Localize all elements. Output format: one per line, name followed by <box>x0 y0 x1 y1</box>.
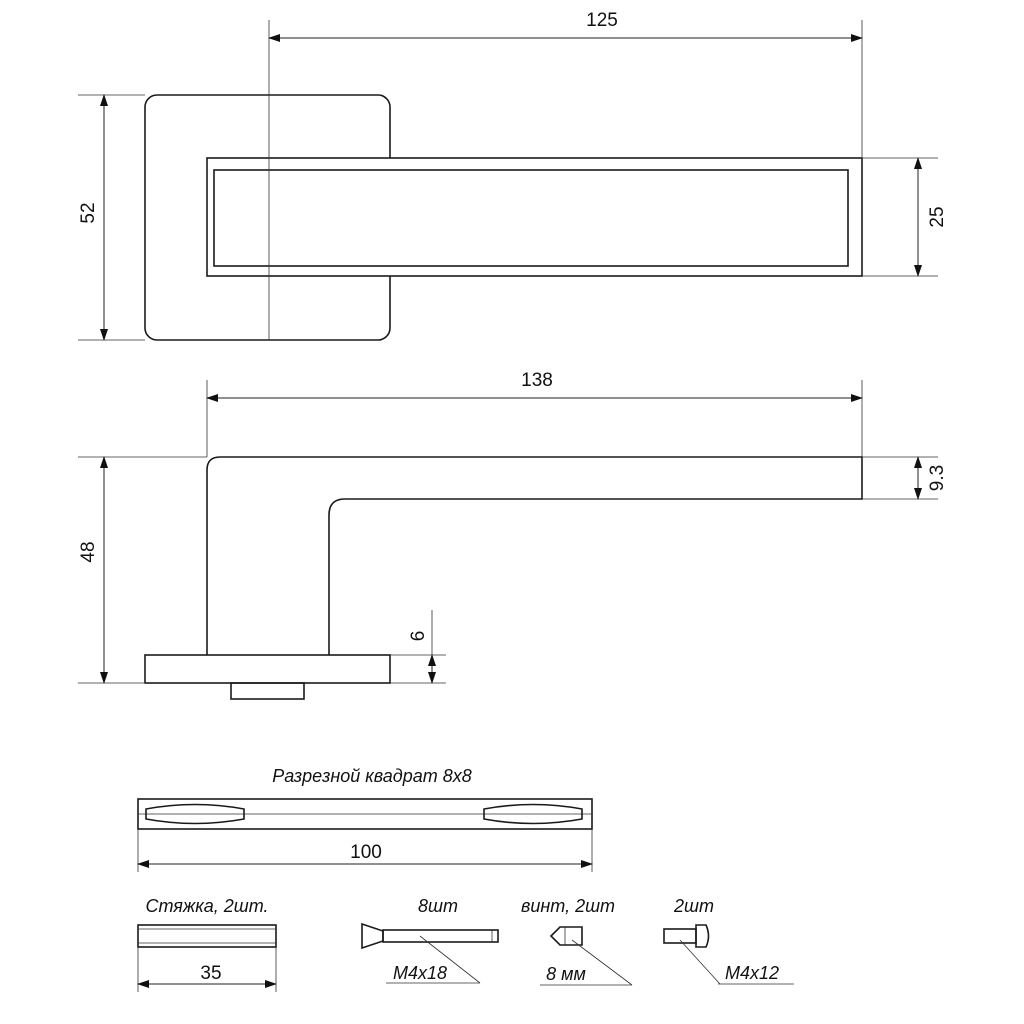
spindle-label: Разрезной квадрат 8x8 <box>272 766 472 786</box>
lever-profile <box>207 457 862 655</box>
dim-label-35: 35 <box>200 963 222 984</box>
dim-label-100: 100 <box>350 842 382 863</box>
set-screw-body <box>551 927 582 945</box>
top-view <box>78 10 948 340</box>
dim-label-6: 6 <box>408 630 429 642</box>
long-screw-shank <box>383 930 498 942</box>
rose-side <box>145 655 390 683</box>
short-screw-qty: 2шт <box>674 896 714 916</box>
long-screw-size: M4x18 <box>392 963 448 983</box>
set-screw-part <box>521 896 632 985</box>
dim-label-125: 125 <box>586 10 618 31</box>
tie-rod-part <box>138 896 276 992</box>
long-screw-part <box>362 896 498 983</box>
dim-label-48: 48 <box>78 541 99 563</box>
tie-rod-bar <box>138 925 276 947</box>
dim-label-25: 25 <box>927 206 948 228</box>
long-screw-qty: 8шт <box>418 896 458 916</box>
short-screw-head <box>696 925 709 947</box>
short-screw-size: M4x12 <box>724 963 780 983</box>
spindle-part <box>138 766 592 872</box>
long-screw-head <box>362 924 383 948</box>
set-screw-size: 8 мм <box>546 964 586 984</box>
lever-grip-outer <box>207 158 862 276</box>
short-screw-shank <box>664 929 696 943</box>
tie-rod-label: Стяжка, 2шт. <box>145 896 269 916</box>
short-screw-part <box>664 896 794 984</box>
set-screw-qty: винт, 2шт <box>520 896 616 916</box>
side-view <box>78 370 948 699</box>
dim-label-52: 52 <box>78 202 99 224</box>
spindle-stub <box>231 683 304 699</box>
dim-label-138: 138 <box>521 370 553 391</box>
dim-label-9-3: 9.3 <box>927 464 948 492</box>
